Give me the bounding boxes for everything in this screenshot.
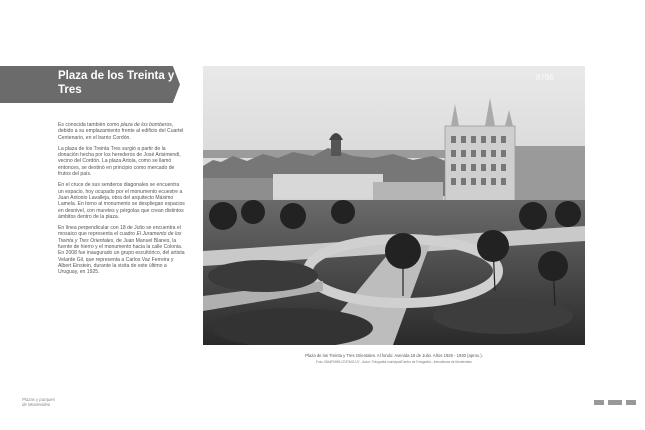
page-title: Plaza de los Treinta y Tres [58,70,175,96]
paragraph-1: Es conocida también como plaza de los bomberos, debido a su emplazamiento frente al edificio del Cuartel Centenario, en el barrio Cordón. [58,122,184,141]
municipal-logo-icon [594,400,604,405]
paragraph-2: La plaza de los Treinta Tres surgió a partir de la donación hecha por los herederos de José Arisimendi, vecino del Cordón. La plaza Artola, como se llamó entonces, se destinó en principio como mercado de frutos del país. [58,145,181,178]
institution-logo-icon [626,400,636,405]
footer-logos [594,400,636,405]
paragraph-3: En el cruce de sus senderos diagonales se encuentra un espacio, hoy ocupado por el monumento ecuestre a Juan Antonio Lavalleja, obra del arquitecto Máximo Lamela. En torno al monumento se despliegan espacios en desnivel, con muretes y pérgolas que crean distintos ámbitos dentro de la plaza. [58,182,185,220]
photo-stamp: 8796 [536,73,554,82]
photo-caption: Plaza de los Treinta y Tres Orientales. Al fondo: Avenida 18 de Julio. Años 1925 - 1930 (aprox.). [305,353,483,358]
photo-illustration [203,66,585,345]
historic-photo [203,66,585,345]
photo-credit: Foto: 0844FMHB.CDF.IMG.UY - Autor: Fotografía municipal/Centro de Fotografía - Intendencia de Montevideo [316,360,472,364]
paragraph-4: En línea perpendicular con 18 de Julio se encuentra el mosaico que representa el cuadro El Juramento de los Treinta y Tres Orientales, de Juan Manuel Blanes, la fuente de hierro y el monumento hacia la calle Colonia. En 2008 fue inaugurado un grupo escultórico, del artista Velarde Gil, que representa a Carlos Vaz Ferreira y Albert Einstein, durante la visita de este último a Uruguay, en 1925. [58,225,185,276]
footer-series-title: Plazas y parques de Montevideo [22,397,55,407]
cdf-logo-icon [608,400,622,405]
body-text [58,122,186,281]
